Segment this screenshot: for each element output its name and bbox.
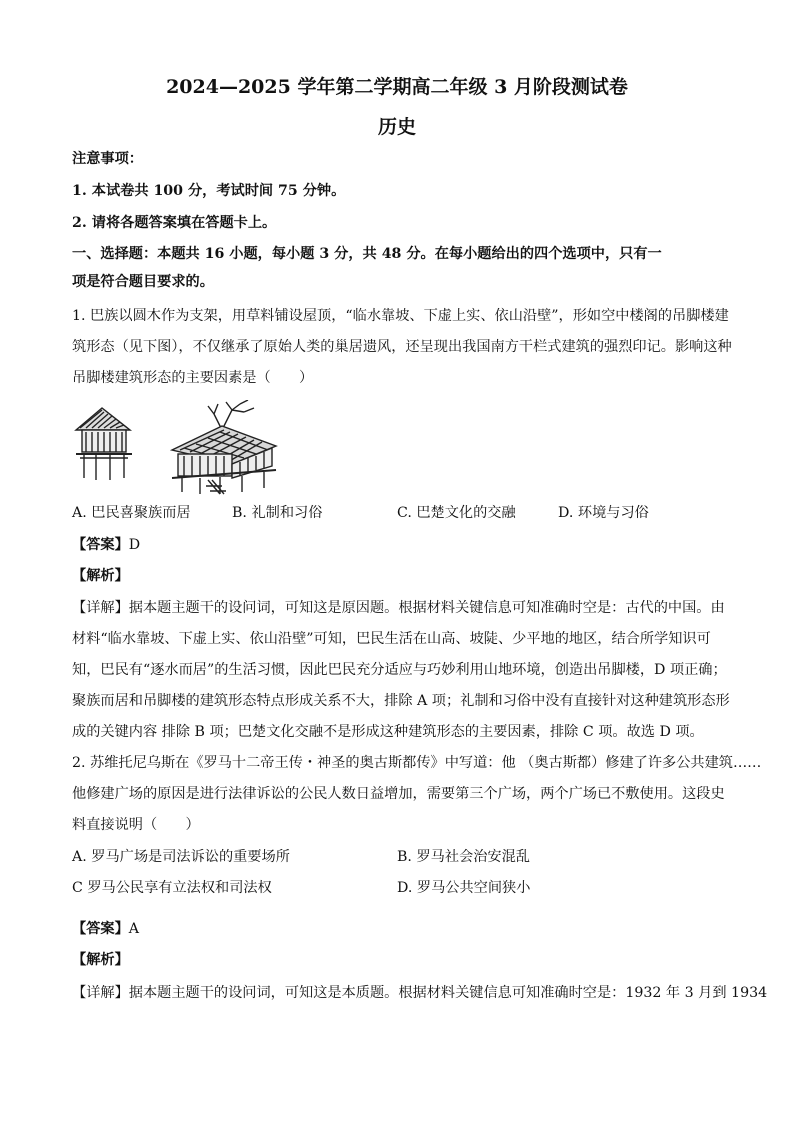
detail-line: 材料“临水靠坡、下虚上实、依山沿壁”可知，巴民生活在山高、坡陡、少平地的地区，结合所学知识可 <box>72 631 711 647</box>
answer-value: D <box>128 537 141 553</box>
answer-row <box>72 535 140 555</box>
option-c[interactable]: C 罗马公民享有立法权和司法权 <box>72 880 272 896</box>
detail-line: 成的关键内容 排除 B 项；巴楚文化交融不是形成这种建筑形态的主要因素，排除 C 项。故选 D 项。 <box>72 724 704 740</box>
large-stilt-house-drawing <box>172 400 276 494</box>
question-2-stem: 料直接说明（ ） <box>72 817 200 833</box>
notice-item: 2. 请将各题答案填在答题卡上。 <box>72 215 277 231</box>
small-stilt-house-drawing <box>76 408 132 480</box>
subject-title: 历史 <box>377 116 416 138</box>
answer-row <box>72 919 139 939</box>
detail-line: 【详解】据本题主题干的设问词，可知这是本质题。根据材料关键信息可知准确时空是：1932 年 3 月到 1934 <box>72 985 768 1001</box>
stilt-house-illustration <box>72 400 284 496</box>
question-1-stem: 吊脚楼建筑形态的主要因素是（ ） <box>72 370 314 386</box>
question-1-stem: 1. 巴族以圆木作为支架，用草料铺设屋顶，“临水靠坡、下虚上实、依山沿壁”，形如空中楼阁的吊脚楼建 <box>72 308 729 324</box>
answer-value: A <box>128 921 140 937</box>
notice-item: 1. 本试卷共 100 分，考试时间 75 分钟。 <box>72 183 346 199</box>
detail-line: 知，巴民有“逐水而居”的生活习惯，因此巴民充分适应与巧妙利用山地环境，创造出吊脚楼，D 项正确； <box>72 662 727 678</box>
option-b[interactable]: B. 罗马社会治安混乱 <box>397 849 530 865</box>
option-c[interactable]: C. 巴楚文化的交融 <box>397 505 516 521</box>
section-heading: 一、选择题：本题共 16 小题，每小题 3 分，共 48 分。在每小题给出的四个选项中，只有一 <box>72 246 662 262</box>
detail-line: 【详解】据本题主题干的设问词，可知这是原因题。根据材料关键信息可知准确时空是：古代的中国。由 <box>72 600 725 616</box>
analysis-label: 【解析】 <box>72 952 129 968</box>
option-b[interactable]: B. 礼制和习俗 <box>232 505 323 521</box>
option-a[interactable]: A. 罗马广场是司法诉讼的重要场所 <box>72 849 290 865</box>
option-d[interactable]: D. 环境与习俗 <box>558 505 649 521</box>
option-a[interactable]: A. 巴民喜聚族而居 <box>72 505 191 521</box>
answer-label: 【答案】 <box>72 921 129 937</box>
exam-title: 2024—2025 学年第二学期高二年级 3 月阶段测试卷 <box>166 76 628 98</box>
notice-heading: 注意事项： <box>72 151 143 167</box>
answer-label: 【答案】 <box>72 537 129 553</box>
question-1-stem: 筑形态（见下图），不仅继承了原始人类的巢居遗风，还呈现出我国南方干栏式建筑的强烈印记。影响这种 <box>72 339 732 355</box>
detail-line: 聚族而居和吊脚楼的建筑形态特点形成关系不大，排除 A 项；礼制和习俗中没有直接针对这种建筑形态形 <box>72 693 730 709</box>
analysis-label: 【解析】 <box>72 568 129 584</box>
question-2-stem: 他修建广场的原因是进行法律诉讼的公民人数日益增加，需要第三个广场，两个广场已不敷使用。这段史 <box>72 786 725 802</box>
section-heading-cont: 项是符合题目要求的。 <box>72 274 214 290</box>
option-d[interactable]: D. 罗马公共空间狭小 <box>397 880 531 896</box>
question-2-stem: 2. 苏维托尼乌斯在《罗马十二帝王传・神圣的奥古斯都传》中写道：他 （奥古斯都）修建了许多公共建筑…… <box>72 755 762 771</box>
